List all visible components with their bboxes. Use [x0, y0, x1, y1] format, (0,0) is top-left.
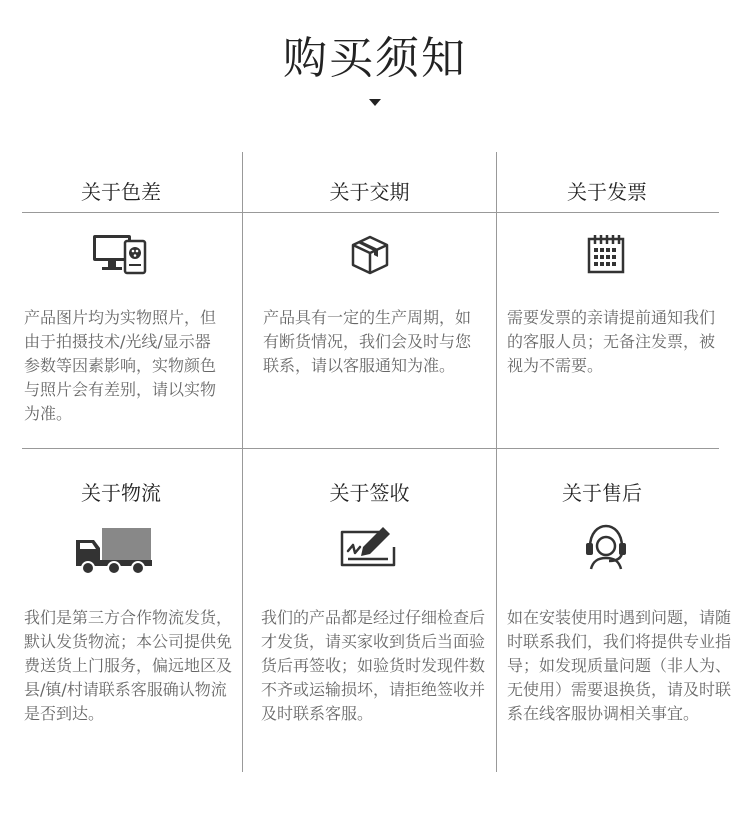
section-description: 产品具有一定的生产周期，如有断货情况，我们会及时与您联系，请以客服通知为准。	[263, 308, 472, 375]
section-delivery-period	[243, 0, 496, 450]
calendar-invoice-icon	[586, 233, 626, 275]
section-logistics	[0, 450, 242, 780]
section-description: 产品图片均为实物照片，但由于拍摄技术/光线/显示器参数等因素影响，实物颜色与照片会有差别，请以实物为准。	[24, 308, 217, 423]
delivery-truck-icon	[74, 526, 154, 576]
section-sign-for	[243, 450, 496, 780]
monitor-palette-icon	[91, 233, 149, 275]
section-title: 关于色差	[81, 180, 161, 204]
section-description: 如在安装使用时遇到问题，请随时联系我们，我们将提供专业指导；如发现质量问题（非人为、无使用）需要退换货，请及时联系在线客服协调相关事宜。	[507, 608, 732, 723]
headset-support-icon	[583, 523, 629, 571]
section-title: 关于物流	[81, 481, 161, 505]
page-title: 购买须知	[283, 33, 467, 84]
section-invoice	[497, 0, 750, 450]
package-box-icon	[350, 234, 390, 276]
section-color-difference	[0, 0, 242, 450]
section-description: 我们的产品都是经过仔细检查后才发货，请买家收到货后当面验货后再签收；如验货时发现件数不齐或运输损坏，请拒绝签收并及时联系客服。	[261, 608, 486, 723]
section-title: 关于售后	[562, 481, 642, 505]
signature-check-icon	[339, 523, 399, 569]
section-title: 关于交期	[329, 180, 410, 204]
section-description: 需要发票的亲请提前通知我们的客服人员；无备注发票，被视为不需要。	[507, 308, 716, 375]
section-title: 关于发票	[567, 180, 647, 204]
section-title: 关于签收	[329, 481, 410, 505]
section-description: 我们是第三方合作物流发货，默认发货物流；本公司提供免费送货上门服务，偏远地区及县/镇/村请联系客服确认物流是否到达。	[24, 608, 233, 723]
section-after-sales	[497, 450, 750, 780]
